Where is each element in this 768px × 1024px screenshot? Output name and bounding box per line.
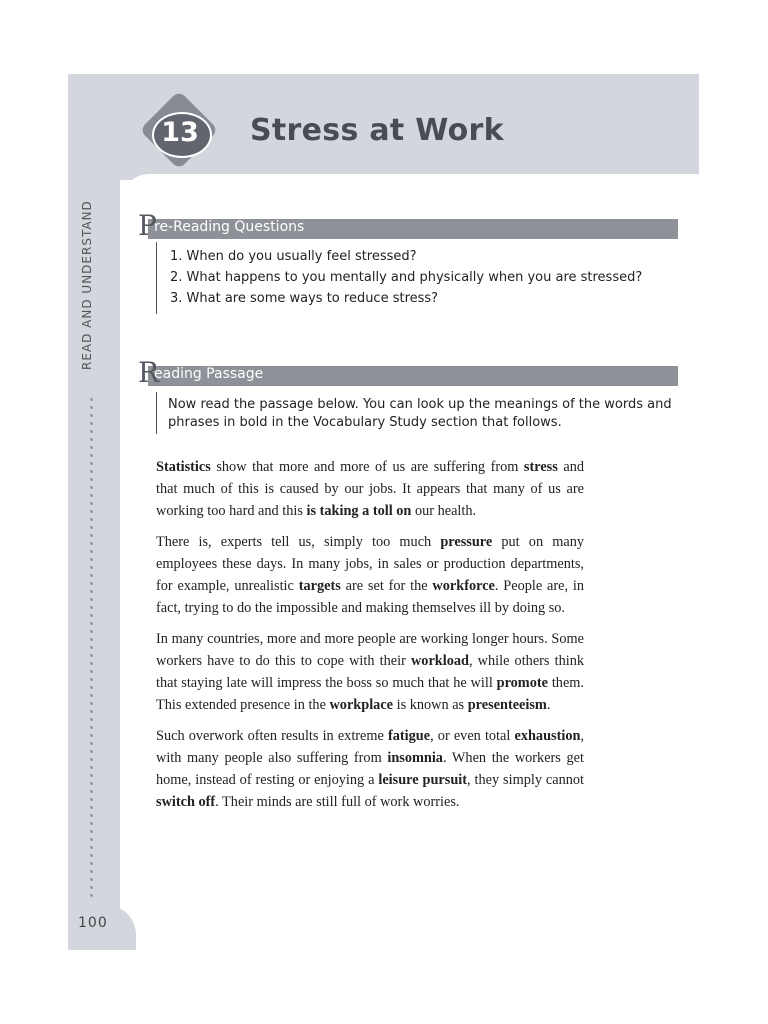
passage-paragraph: [156, 456, 584, 522]
questions-rule: [156, 242, 157, 314]
dot-decoration: [90, 510, 93, 513]
question-item: 2. What happens to you mentally and physically when you are stressed?: [170, 270, 643, 285]
dot-decoration: [90, 494, 93, 497]
dot-decoration: [90, 478, 93, 481]
dot-decoration: [90, 398, 93, 401]
passage-text: and that much of this is caused by our jobs. It appears that many of us are working too hard and this: [156, 459, 584, 519]
dot-decoration: [90, 406, 93, 409]
dot-decoration: [90, 798, 93, 801]
dot-decoration: [90, 862, 93, 865]
passage-text: .: [546, 697, 551, 713]
vocabulary-term: workload: [410, 653, 469, 669]
dot-decoration: [90, 590, 93, 593]
vocabulary-term: presenteeism: [467, 697, 547, 713]
dot-decoration: [90, 758, 93, 761]
dot-decoration: [90, 814, 93, 817]
dot-decoration: [90, 534, 93, 537]
dot-decoration: [90, 806, 93, 809]
pre-reading-heading: re-Reading Questions: [154, 219, 305, 235]
dot-decoration: [90, 782, 93, 785]
dot-decoration: [90, 606, 93, 609]
dot-decoration: [90, 646, 93, 649]
passage-text: In many countries, more and more people are working longer hours. Some workers have to do this to cope with their: [156, 631, 584, 669]
reading-passage: [156, 456, 584, 822]
passage-paragraph: [156, 628, 584, 716]
dot-decoration: [90, 886, 93, 889]
dot-decoration: [90, 550, 93, 553]
passage-text: our health.: [411, 503, 477, 519]
reading-heading: eading Passage: [154, 366, 264, 382]
dot-decoration: [90, 734, 93, 737]
passage-paragraph: [156, 725, 584, 813]
passage-text: . When the workers get home, instead of resting or enjoying a: [156, 750, 584, 788]
dot-decoration: [90, 622, 93, 625]
dot-decoration: [90, 518, 93, 521]
question-item: 3. What are some ways to reduce stress?: [170, 291, 439, 306]
passage-text: There is, experts tell us, simply too much: [156, 534, 441, 550]
dot-decoration: [90, 414, 93, 417]
passage-text: , or even total: [430, 728, 515, 744]
dot-decoration: [90, 774, 93, 777]
dot-decoration: [90, 686, 93, 689]
vocabulary-term: leisure pursuit: [378, 772, 468, 788]
vocabulary-term: workplace: [329, 697, 394, 713]
vocabulary-term: promote: [496, 675, 548, 691]
dot-decoration: [90, 854, 93, 857]
passage-text: , they simply cannot: [467, 772, 584, 788]
passage-text: . Their minds are still full of work worries.: [215, 794, 460, 810]
passage-text: them. This extended presence in the: [156, 675, 584, 713]
pre-reading-questions: [170, 246, 642, 309]
dot-decoration: [90, 558, 93, 561]
dot-decoration: [90, 598, 93, 601]
chapter-title: Stress at Work: [250, 113, 504, 148]
vocabulary-term: targets: [298, 578, 341, 594]
instruction-rule: [156, 392, 157, 434]
vocabulary-term: insomnia: [387, 750, 443, 766]
dot-decoration: [90, 718, 93, 721]
dot-decoration: [90, 670, 93, 673]
passage-text: Such overwork often results in extreme: [156, 728, 388, 744]
passage-text: , while others think that staying late will impress the boss so much that he will: [156, 653, 585, 691]
dot-decoration: [90, 574, 93, 577]
dot-decoration: [90, 502, 93, 505]
dot-decoration: [90, 846, 93, 849]
dot-decoration: [90, 662, 93, 665]
passage-text: is known as: [393, 697, 468, 713]
vocabulary-term: exhaustion: [514, 728, 581, 744]
reading-instruction: Now read the passage below. You can look up the meanings of the words and phrases in bold in the Vocabulary Study section that follows.: [168, 397, 672, 430]
pre-reading-heading-cap: P: [138, 209, 157, 242]
passage-text: show that more and more of us are suffering from: [210, 459, 524, 475]
vocabulary-term: Statistics: [156, 459, 211, 475]
dot-decoration: [90, 742, 93, 745]
dot-decoration: [90, 470, 93, 473]
dot-decoration: [90, 830, 93, 833]
passage-paragraph: [156, 531, 584, 619]
vocabulary-term: stress: [523, 459, 558, 475]
passage-text: , with many people also suffering from: [156, 728, 585, 766]
dot-decoration: [90, 542, 93, 545]
dot-decoration: [90, 446, 93, 449]
dot-decoration: [90, 566, 93, 569]
dot-decoration: [90, 694, 93, 697]
chapter-badge: [139, 94, 221, 176]
page-number: 100: [78, 915, 108, 931]
side-section-label: READ AND UNDERSTAND: [80, 200, 94, 370]
dot-decoration: [90, 526, 93, 529]
dot-decoration: [90, 438, 93, 441]
dot-decoration: [90, 430, 93, 433]
vocabulary-term: pressure: [440, 534, 493, 550]
reading-heading-cap: R: [138, 356, 160, 389]
dot-decoration: [90, 630, 93, 633]
dot-decoration: [90, 894, 93, 897]
vocabulary-term: fatigue: [388, 728, 431, 744]
dot-decoration: [90, 582, 93, 585]
passage-text: . People are, in fact, trying to do the impossible and making themselves ill by doing so.: [156, 578, 585, 616]
dot-decoration: [90, 462, 93, 465]
dot-decoration: [90, 614, 93, 617]
dot-decoration: [90, 638, 93, 641]
side-dots-decoration: [90, 398, 94, 902]
question-item: 1. When do you usually feel stressed?: [170, 249, 417, 264]
dot-decoration: [90, 454, 93, 457]
dot-decoration: [90, 710, 93, 713]
dot-decoration: [90, 766, 93, 769]
vocabulary-term: switch off: [156, 794, 216, 810]
dot-decoration: [90, 878, 93, 881]
passage-text: are set for the: [340, 578, 433, 594]
dot-decoration: [90, 822, 93, 825]
dot-decoration: [90, 486, 93, 489]
side-strip: [68, 174, 120, 950]
dot-decoration: [90, 726, 93, 729]
dot-decoration: [90, 654, 93, 657]
dot-decoration: [90, 702, 93, 705]
dot-decoration: [90, 422, 93, 425]
dot-decoration: [90, 678, 93, 681]
vocabulary-term: is taking a toll on: [306, 503, 412, 519]
dot-decoration: [90, 870, 93, 873]
passage-text: put on many employees these days. In many jobs, in sales or production departments, for example, unrealistic: [156, 534, 584, 594]
dot-decoration: [90, 790, 93, 793]
vocabulary-term: workforce: [432, 578, 495, 594]
dot-decoration: [90, 750, 93, 753]
dot-decoration: [90, 838, 93, 841]
chapter-number: 13: [161, 117, 199, 148]
